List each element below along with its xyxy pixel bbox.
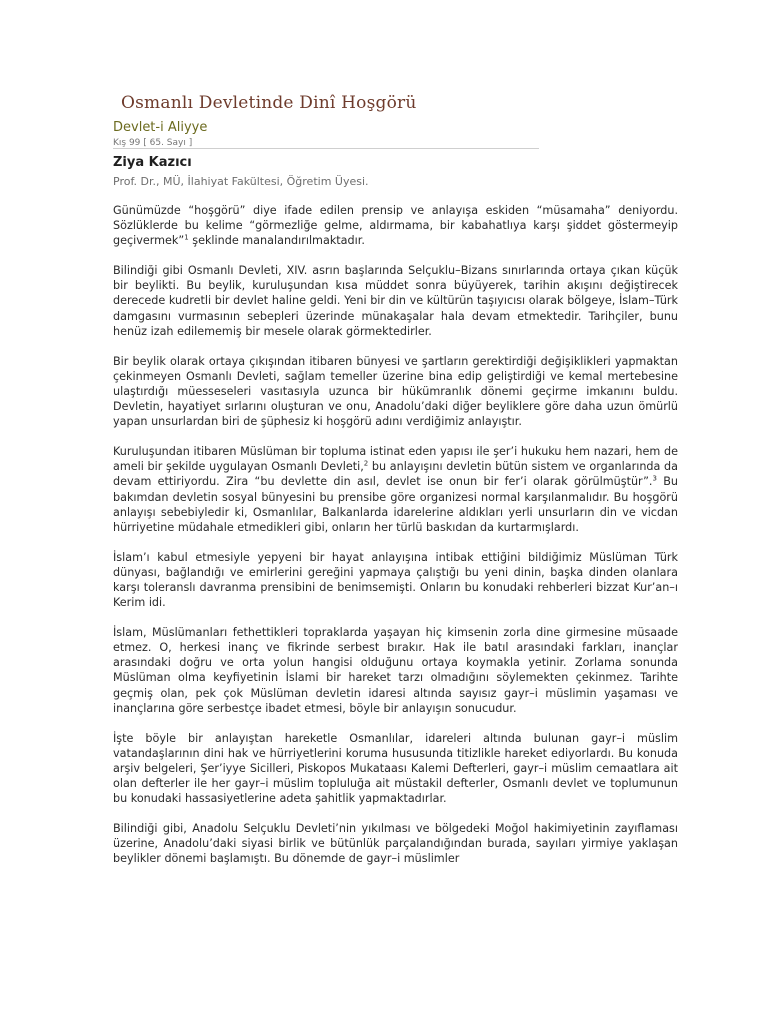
paragraph-text: bu anlayışını devletin bütün sistem ve organlarında da devam ettiriyordu. Zira “bu devlette din asıl, devlet ise onun bir fer’i olarak görülmüştür”. bbox=[113, 460, 679, 489]
body-paragraph bbox=[113, 263, 678, 338]
body-paragraph bbox=[113, 821, 678, 866]
body-paragraph bbox=[113, 444, 678, 535]
body-paragraph bbox=[113, 731, 678, 806]
body-paragraph bbox=[113, 625, 678, 716]
body-paragraph bbox=[113, 550, 678, 610]
article-title: Osmanlı Devletinde Dinî Hoşgörü bbox=[121, 93, 417, 113]
paragraph-text: Bilindiği gibi, Anadolu Selçuklu Devleti’nin yıkılması ve bölgedeki Moğol hakimiyetinin zayıflaması üzerine, Anadolu’daki siyasi birlik ve bütünlük parçalandığından burada, sayıları yirmiye yaklaşan beylikler dönemi başlamıştı. Bu dönemde de gayr–i müslimler bbox=[113, 822, 678, 866]
issue-info: Kış 99 [ 65. Sayı ] bbox=[113, 138, 193, 148]
author-name: Ziya Kazıcı bbox=[113, 155, 192, 170]
body-paragraph bbox=[113, 354, 678, 429]
paragraph-text: İşte böyle bir anlayıştan hareketle Osmanlılar, idareleri altında bulunan gayr–i müslim vatandaşlarının dini hak ve hürriyetlerini koruma hususunda titizlikle hareket ediyorlardı. Bu konuda arşiv belgeleri, Şer’iyye Sicilleri, Piskopos Mukataası Kalemi Defterleri, gayr–i müslim cemaatlara ait olan defterler ile her gayr–i müslim topluluğa ait müstakil defterler, Osmanlı devlet ve toplumunun bu konudaki hassasiyetlerine adeta şahitlik yapmaktadırlar. bbox=[113, 731, 678, 806]
paragraph-text: Kuruluşundan itibaren Müslüman bir topluma istinat eden yapısı ile şer’i hukuku hem nazari, hem de ameli bir şekilde uygulayan Osmanlı Devleti, bbox=[113, 445, 678, 474]
footnote-marker: 3 bbox=[652, 474, 657, 483]
publication-name: Devlet-i Aliyye bbox=[113, 120, 208, 135]
paragraph-text: Bu bakımdan devletin sosyal bünyesini bu prensibe göre organizesi normal karşılanmalıdır. Bu hoşgörü anlayışı sebebiyledir ki, Osmanlılar, Balkanlarda idarelerine aldıkları yerli unsurların din ve vicdan hürriyetine müdahale etmedikleri gibi, onların her türlü baskıdan da kurtarmışlardı. bbox=[113, 475, 678, 534]
paragraph-text: İslam’ı kabul etmesiyle yepyeni bir hayat anlayışına intibak ettiğini bildiğimiz Müslüman Türk dünyası, bağlandığı ve emirlerini gereğini yapmaya çalıştığı bu yeni dinin, başka dinden olanlara karşı toleranslı davranma prensibini de benimsemişti. Onların bu konudaki rehberleri bizzat Kur’an–ı Kerim idi. bbox=[113, 550, 678, 610]
author-affiliation: Prof. Dr., MÜ, İlahiyat Fakültesi, Öğretim Üyesi. bbox=[113, 175, 369, 188]
article-body bbox=[113, 203, 678, 881]
paragraph-text: Bir beylik olarak ortaya çıkışından itibaren bünyesi ve şartların gerektirdiği değişiklikleri yapmaktan çekinmeyen Osmanlı Devleti, sağlam temeller üzerine bina edip geliştirdiği ve kemal mertebesine ulaştırdığı müesseseleri vasıtasıyla uzunca bir hükümranlık dönemi geçirme imkanını buldu. Devletin, hayatiyet sırlarını oluşturan ve onu, Anadolu’daki diğer beyliklere göre daha uzun ömürlü yapan unsurlardan biri de şüphesiz ki hoşgörü adını verdiğimiz anlayıştır. bbox=[113, 354, 678, 429]
footnote-marker: 1 bbox=[184, 233, 189, 242]
paragraph-text: İslam, Müslümanları fethettikleri topraklarda yaşayan hiç kimsenin zorla dine girmesine müsaade etmez. O, herkesi inanç ve fikrinde serbest bırakır. Hak ile batıl arasındaki farkları, inançlar arasındaki doğru ve orta yolun hangisi olduğunu ortaya koymakla yetinir. Zorlama sonunda Müslüman olma keyfiyetinin İslami bir hareket tarzı olmadığını söylemekten çekinmez. Tarihte geçmiş olan, pek çok Müslüman devletin idaresi altında sayısız gayr–i müslimin yaşaması ve inançlarına göre serbestçe ibadet etmesi, böyle bir anlayışın sonucudur. bbox=[113, 626, 678, 715]
header-divider bbox=[113, 148, 539, 149]
paragraph-text: Bilindiği gibi Osmanlı Devleti, XIV. asrın başlarında Selçuklu–Bizans sınırlarında ortaya çıkan küçük bir beylikti. Bu beylik, kuruluşundan kısa müddet sonra büyüyerek, tarihin akışını değiştirecek derecede kudretli bir devlet haline geldi. Yeni bir din ve kültürün taşıyıcısı olarak bölgeye, İslam–Türk damgasını vurmasının sebepleri üzerinde münakaşalar hala devam etmektedir. Tarihçiler, bunu henüz izah edilememiş bir mesele olarak görmektedirler. bbox=[113, 264, 678, 338]
paragraph-text: Günümüzde “hoşgörü” diye ifade edilen prensip ve anlayışa eskiden “müsamaha” deniyordu. Sözlüklerde bu kelime “görmezliğe gelme, aldırmama, bir kabahatlıya karşı şiddet göstermeyip geçivermek” bbox=[113, 204, 678, 248]
footnote-marker: 2 bbox=[363, 459, 369, 468]
body-paragraph bbox=[113, 203, 678, 248]
paragraph-text: şeklinde manalandırılmaktadır. bbox=[188, 234, 365, 248]
